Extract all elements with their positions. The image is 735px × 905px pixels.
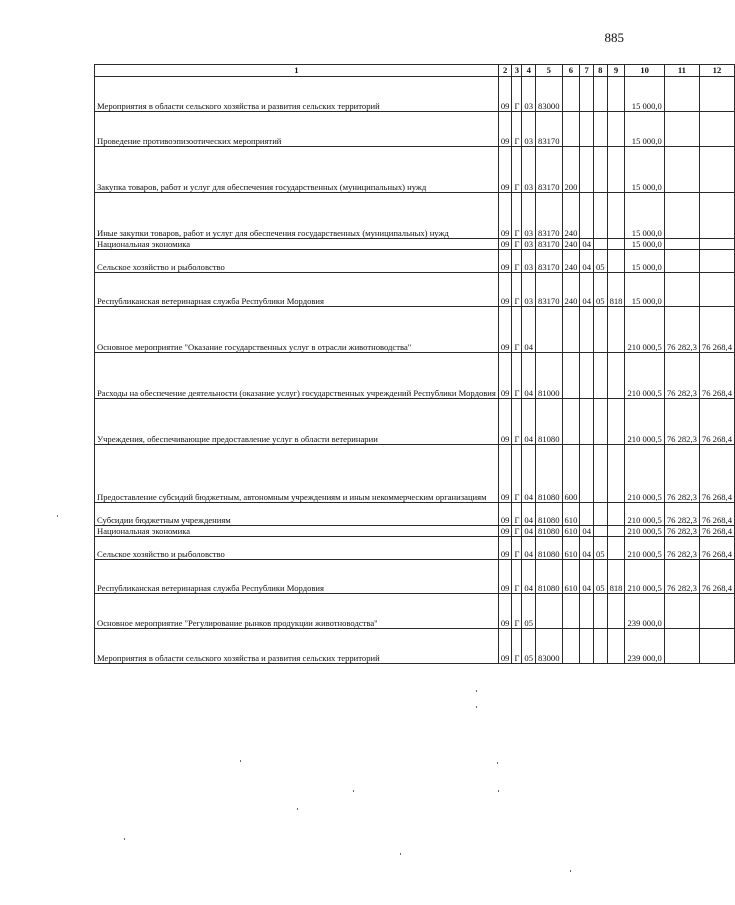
code-cell: 03 bbox=[522, 147, 536, 193]
code-cell: 04 bbox=[522, 399, 536, 445]
code-cell: Г bbox=[512, 273, 522, 307]
amount-cell: 210 000,5 bbox=[625, 399, 664, 445]
code-cell bbox=[593, 629, 607, 664]
table-row bbox=[95, 77, 735, 112]
amount-cell bbox=[664, 147, 699, 193]
code-cell: 04 bbox=[522, 560, 536, 594]
column-header: 7 bbox=[580, 65, 594, 77]
code-cell: 03 bbox=[522, 112, 536, 147]
code-cell bbox=[607, 239, 625, 250]
scan-speck bbox=[124, 838, 125, 840]
row-name-cell: Мероприятия в области сельского хозяйства и развития сельских территорий bbox=[95, 629, 499, 664]
code-cell bbox=[607, 77, 625, 112]
scan-speck bbox=[297, 808, 298, 810]
amount-cell: 76 282,3 bbox=[664, 537, 699, 560]
code-cell: 05 bbox=[593, 537, 607, 560]
amount-cell: 15 000,0 bbox=[625, 273, 664, 307]
code-cell: 240 bbox=[562, 193, 580, 239]
code-cell: 83170 bbox=[536, 273, 562, 307]
code-cell: Г bbox=[512, 239, 522, 250]
code-cell: Г bbox=[512, 594, 522, 629]
code-cell bbox=[593, 193, 607, 239]
code-cell bbox=[607, 147, 625, 193]
amount-cell bbox=[664, 273, 699, 307]
code-cell: 04 bbox=[580, 526, 594, 537]
code-cell: 09 bbox=[498, 239, 512, 250]
amount-cell: 76 268,4 bbox=[699, 353, 734, 399]
amount-cell bbox=[699, 112, 734, 147]
code-cell: 81080 bbox=[536, 537, 562, 560]
table-row bbox=[95, 307, 735, 353]
code-cell: 09 bbox=[498, 445, 512, 503]
code-cell: 83000 bbox=[536, 629, 562, 664]
code-cell: 03 bbox=[522, 239, 536, 250]
row-name-cell: Проведение противоэпизоотических мероприятий bbox=[95, 112, 499, 147]
code-cell: 04 bbox=[522, 526, 536, 537]
code-cell: 600 bbox=[562, 445, 580, 503]
amount-cell: 210 000,5 bbox=[625, 353, 664, 399]
scan-speck bbox=[353, 790, 354, 792]
amount-cell bbox=[664, 594, 699, 629]
amount-cell: 76 268,4 bbox=[699, 445, 734, 503]
table-row bbox=[95, 193, 735, 239]
column-header: 2 bbox=[498, 65, 512, 77]
amount-cell bbox=[664, 112, 699, 147]
code-cell bbox=[580, 353, 594, 399]
amount-cell bbox=[664, 250, 699, 273]
table-row bbox=[95, 239, 735, 250]
code-cell: 610 bbox=[562, 537, 580, 560]
scan-speck bbox=[400, 853, 401, 855]
table-row bbox=[95, 537, 735, 560]
amount-cell: 15 000,0 bbox=[625, 250, 664, 273]
amount-cell: 76 268,4 bbox=[699, 307, 734, 353]
code-cell: 83170 bbox=[536, 147, 562, 193]
code-cell bbox=[562, 353, 580, 399]
code-cell: 81080 bbox=[536, 503, 562, 526]
code-cell: 610 bbox=[562, 526, 580, 537]
code-cell: 818 bbox=[607, 560, 625, 594]
code-cell: Г bbox=[512, 147, 522, 193]
code-cell: Г bbox=[512, 112, 522, 147]
row-name-cell: Мероприятия в области сельского хозяйства и развития сельских территорий bbox=[95, 77, 499, 112]
row-name-cell: Республиканская ветеринарная служба Республики Мордовия bbox=[95, 273, 499, 307]
row-name-cell: Закупка товаров, работ и услуг для обеспечения государственных (муниципальных) нужд bbox=[95, 147, 499, 193]
code-cell bbox=[580, 112, 594, 147]
amount-cell bbox=[699, 629, 734, 664]
code-cell: 09 bbox=[498, 629, 512, 664]
column-header: 8 bbox=[593, 65, 607, 77]
row-name-cell: Основное мероприятие "Оказание государственных услуг в отрасли животноводства" bbox=[95, 307, 499, 353]
code-cell: 83170 bbox=[536, 250, 562, 273]
code-cell bbox=[593, 353, 607, 399]
code-cell: 240 bbox=[562, 250, 580, 273]
code-cell: 04 bbox=[522, 307, 536, 353]
code-cell: 04 bbox=[580, 239, 594, 250]
code-cell bbox=[593, 445, 607, 503]
code-cell: 05 bbox=[593, 250, 607, 273]
code-cell: 83170 bbox=[536, 239, 562, 250]
column-header: 4 bbox=[522, 65, 536, 77]
scan-speck bbox=[57, 515, 58, 517]
code-cell: 610 bbox=[562, 560, 580, 594]
code-cell: 09 bbox=[498, 594, 512, 629]
code-cell: 03 bbox=[522, 273, 536, 307]
code-cell: 240 bbox=[562, 239, 580, 250]
code-cell: Г bbox=[512, 629, 522, 664]
code-cell: 200 bbox=[562, 147, 580, 193]
code-cell bbox=[607, 399, 625, 445]
column-header: 9 bbox=[607, 65, 625, 77]
row-name-cell: Предоставление субсидий бюджетным, автономным учреждениям и иным некоммерческим организациям bbox=[95, 445, 499, 503]
column-header: 1 bbox=[95, 65, 499, 77]
scan-speck bbox=[476, 706, 477, 708]
code-cell: 03 bbox=[522, 193, 536, 239]
amount-cell bbox=[699, 77, 734, 112]
scan-speck bbox=[497, 762, 498, 764]
code-cell: 05 bbox=[593, 273, 607, 307]
code-cell: 09 bbox=[498, 147, 512, 193]
code-cell bbox=[580, 503, 594, 526]
code-cell: Г bbox=[512, 537, 522, 560]
code-cell bbox=[580, 399, 594, 445]
amount-cell: 15 000,0 bbox=[625, 147, 664, 193]
code-cell bbox=[536, 594, 562, 629]
amount-cell bbox=[664, 193, 699, 239]
amount-cell: 76 268,4 bbox=[699, 526, 734, 537]
code-cell: Г bbox=[512, 560, 522, 594]
code-cell bbox=[562, 112, 580, 147]
code-cell: 09 bbox=[498, 77, 512, 112]
amount-cell bbox=[699, 273, 734, 307]
amount-cell: 76 268,4 bbox=[699, 560, 734, 594]
code-cell bbox=[607, 526, 625, 537]
amount-cell: 15 000,0 bbox=[625, 77, 664, 112]
amount-cell: 76 282,3 bbox=[664, 503, 699, 526]
code-cell bbox=[593, 147, 607, 193]
code-cell: Г bbox=[512, 193, 522, 239]
page-number: 885 bbox=[604, 30, 624, 45]
amount-cell bbox=[664, 629, 699, 664]
amount-cell: 210 000,5 bbox=[625, 526, 664, 537]
amount-cell: 210 000,5 bbox=[625, 537, 664, 560]
row-name-cell: Основное мероприятие "Регулирование рынков продукции животноводства" bbox=[95, 594, 499, 629]
amount-cell: 239 000,0 bbox=[625, 594, 664, 629]
row-name-cell: Иные закупки товаров, работ и услуг для обеспечения государственных (муниципальных) нужд bbox=[95, 193, 499, 239]
scan-speck bbox=[498, 790, 499, 792]
code-cell bbox=[580, 193, 594, 239]
code-cell bbox=[607, 537, 625, 560]
code-cell bbox=[607, 307, 625, 353]
code-cell bbox=[593, 526, 607, 537]
scan-speck bbox=[570, 870, 571, 872]
amount-cell: 239 000,0 bbox=[625, 629, 664, 664]
amount-cell: 76 282,3 bbox=[664, 399, 699, 445]
code-cell bbox=[607, 250, 625, 273]
code-cell bbox=[593, 503, 607, 526]
table-row bbox=[95, 503, 735, 526]
amount-cell: 76 268,4 bbox=[699, 503, 734, 526]
code-cell bbox=[562, 77, 580, 112]
amount-cell: 15 000,0 bbox=[625, 112, 664, 147]
amount-cell: 76 268,4 bbox=[699, 399, 734, 445]
amount-cell: 210 000,5 bbox=[625, 503, 664, 526]
code-cell: 03 bbox=[522, 77, 536, 112]
amount-cell bbox=[664, 77, 699, 112]
code-cell bbox=[593, 399, 607, 445]
code-cell bbox=[562, 629, 580, 664]
code-cell: 09 bbox=[498, 250, 512, 273]
code-cell: 81000 bbox=[536, 353, 562, 399]
code-cell bbox=[593, 77, 607, 112]
code-cell: 09 bbox=[498, 537, 512, 560]
code-cell: Г bbox=[512, 307, 522, 353]
code-cell bbox=[580, 594, 594, 629]
amount-cell bbox=[664, 239, 699, 250]
code-cell: 81080 bbox=[536, 445, 562, 503]
code-cell: 04 bbox=[522, 537, 536, 560]
code-cell bbox=[593, 307, 607, 353]
amount-cell: 76 282,3 bbox=[664, 526, 699, 537]
code-cell: 09 bbox=[498, 273, 512, 307]
amount-cell bbox=[699, 250, 734, 273]
code-cell: 83000 bbox=[536, 77, 562, 112]
table-row bbox=[95, 629, 735, 664]
code-cell: 818 bbox=[607, 273, 625, 307]
code-cell: 81080 bbox=[536, 526, 562, 537]
code-cell bbox=[562, 399, 580, 445]
row-name-cell: Расходы на обеспечение деятельности (оказание услуг) государственных учреждений Республики Мордовия bbox=[95, 353, 499, 399]
amount-cell: 210 000,5 bbox=[625, 445, 664, 503]
code-cell: Г bbox=[512, 399, 522, 445]
amount-cell bbox=[699, 594, 734, 629]
table-row bbox=[95, 250, 735, 273]
row-name-cell: Национальная экономика bbox=[95, 239, 499, 250]
code-cell bbox=[580, 147, 594, 193]
code-cell: 09 bbox=[498, 526, 512, 537]
code-cell bbox=[607, 193, 625, 239]
row-name-cell: Сельское хозяйство и рыболовство bbox=[95, 537, 499, 560]
code-cell bbox=[607, 594, 625, 629]
code-cell: 09 bbox=[498, 307, 512, 353]
column-header: 11 bbox=[664, 65, 699, 77]
code-cell bbox=[607, 445, 625, 503]
column-header: 12 bbox=[699, 65, 734, 77]
code-cell: 03 bbox=[522, 250, 536, 273]
code-cell bbox=[607, 629, 625, 664]
row-name-cell: Сельское хозяйство и рыболовство bbox=[95, 250, 499, 273]
code-cell: 81080 bbox=[536, 560, 562, 594]
code-cell: 04 bbox=[580, 560, 594, 594]
scan-speck bbox=[240, 760, 241, 762]
code-cell: 04 bbox=[522, 503, 536, 526]
code-cell: 05 bbox=[522, 629, 536, 664]
code-cell: Г bbox=[512, 526, 522, 537]
code-cell: Г bbox=[512, 250, 522, 273]
scan-speck bbox=[476, 690, 477, 692]
table-body bbox=[95, 77, 735, 664]
column-header: 6 bbox=[562, 65, 580, 77]
code-cell bbox=[607, 503, 625, 526]
table-row bbox=[95, 560, 735, 594]
table-row bbox=[95, 273, 735, 307]
row-name-cell: Республиканская ветеринарная служба Республики Мордовия bbox=[95, 560, 499, 594]
code-cell: Г bbox=[512, 77, 522, 112]
table-row bbox=[95, 147, 735, 193]
amount-cell bbox=[699, 239, 734, 250]
table-row bbox=[95, 445, 735, 503]
code-cell: 04 bbox=[522, 445, 536, 503]
row-name-cell: Субсидии бюджетным учреждениям bbox=[95, 503, 499, 526]
row-name-cell: Национальная экономика bbox=[95, 526, 499, 537]
table-row bbox=[95, 526, 735, 537]
amount-cell: 76 282,3 bbox=[664, 560, 699, 594]
column-header: 10 bbox=[625, 65, 664, 77]
amount-cell: 76 282,3 bbox=[664, 353, 699, 399]
code-cell bbox=[580, 445, 594, 503]
code-cell: 83170 bbox=[536, 112, 562, 147]
table-header-row bbox=[95, 65, 735, 77]
column-header: 5 bbox=[536, 65, 562, 77]
amount-cell: 15 000,0 bbox=[625, 239, 664, 250]
code-cell: 240 bbox=[562, 273, 580, 307]
amount-cell bbox=[699, 147, 734, 193]
code-cell bbox=[593, 112, 607, 147]
code-cell: 09 bbox=[498, 112, 512, 147]
column-header: 3 bbox=[512, 65, 522, 77]
code-cell: 09 bbox=[498, 503, 512, 526]
code-cell bbox=[562, 307, 580, 353]
code-cell bbox=[593, 239, 607, 250]
code-cell: Г bbox=[512, 503, 522, 526]
code-cell: 610 bbox=[562, 503, 580, 526]
code-cell bbox=[607, 112, 625, 147]
code-cell bbox=[580, 307, 594, 353]
code-cell: Г bbox=[512, 445, 522, 503]
amount-cell bbox=[699, 193, 734, 239]
row-name-cell: Учреждения, обеспечивающие предоставление услуг в области ветеринарии bbox=[95, 399, 499, 445]
code-cell: Г bbox=[512, 353, 522, 399]
code-cell bbox=[580, 77, 594, 112]
code-cell: 83170 bbox=[536, 193, 562, 239]
amount-cell: 210 000,5 bbox=[625, 560, 664, 594]
code-cell: 04 bbox=[580, 537, 594, 560]
amount-cell: 76 282,3 bbox=[664, 445, 699, 503]
code-cell bbox=[562, 594, 580, 629]
table-row bbox=[95, 594, 735, 629]
table-row bbox=[95, 353, 735, 399]
code-cell: 09 bbox=[498, 193, 512, 239]
code-cell bbox=[607, 353, 625, 399]
code-cell: 04 bbox=[580, 250, 594, 273]
table-row bbox=[95, 399, 735, 445]
code-cell bbox=[593, 594, 607, 629]
budget-table bbox=[94, 64, 735, 664]
amount-cell: 210 000,5 bbox=[625, 307, 664, 353]
code-cell: 05 bbox=[522, 594, 536, 629]
amount-cell: 76 282,3 bbox=[664, 307, 699, 353]
amount-cell: 76 268,4 bbox=[699, 537, 734, 560]
code-cell: 05 bbox=[593, 560, 607, 594]
table-row bbox=[95, 112, 735, 147]
code-cell: 09 bbox=[498, 560, 512, 594]
code-cell: 04 bbox=[580, 273, 594, 307]
amount-cell: 15 000,0 bbox=[625, 193, 664, 239]
code-cell bbox=[580, 629, 594, 664]
code-cell: 09 bbox=[498, 353, 512, 399]
code-cell bbox=[536, 307, 562, 353]
code-cell: 04 bbox=[522, 353, 536, 399]
code-cell: 81080 bbox=[536, 399, 562, 445]
code-cell: 09 bbox=[498, 399, 512, 445]
